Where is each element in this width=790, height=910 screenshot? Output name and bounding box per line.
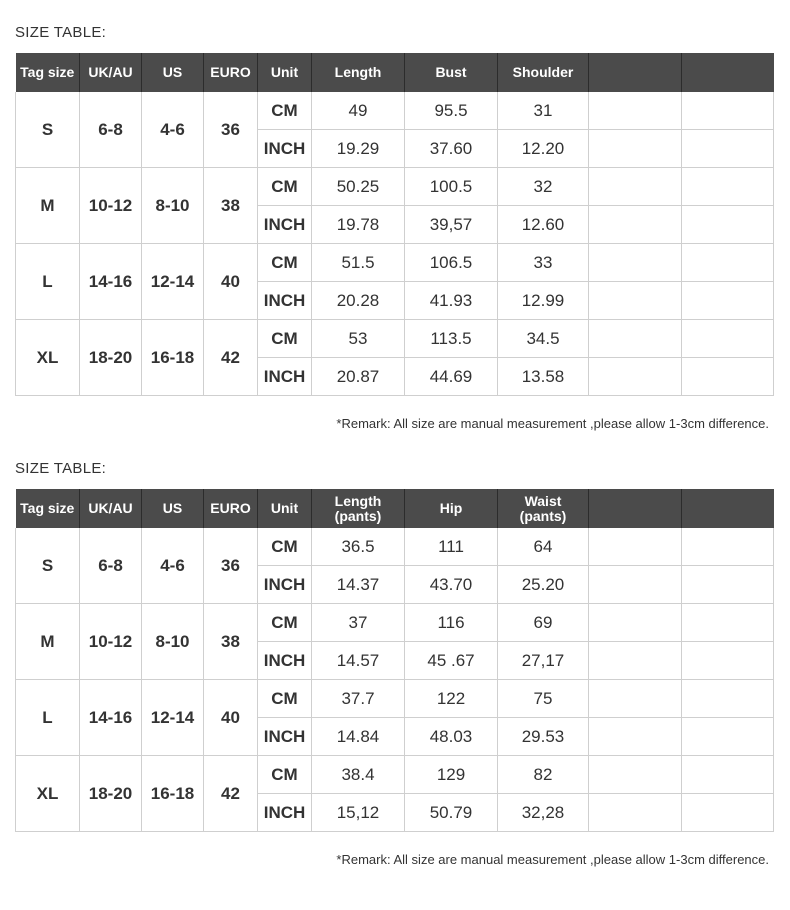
- empty-cell: [589, 756, 682, 794]
- measurement-cell: 49: [312, 92, 405, 130]
- euro-cell: 40: [204, 680, 258, 756]
- measurement-cell: 20.87: [312, 358, 405, 396]
- measurement-cell: 37.60: [405, 130, 498, 168]
- measurement-cell: 64: [498, 528, 589, 566]
- us-cell: 16-18: [142, 320, 204, 396]
- us-cell: 12-14: [142, 680, 204, 756]
- unit-cell: INCH: [258, 358, 312, 396]
- euro-cell: 38: [204, 168, 258, 244]
- column-header: Hip: [405, 489, 498, 528]
- empty-cell: [589, 92, 682, 130]
- measurement-cell: 27,17: [498, 642, 589, 680]
- unit-cell: INCH: [258, 206, 312, 244]
- unit-cell: CM: [258, 168, 312, 206]
- measurement-cell: 53: [312, 320, 405, 358]
- measurement-cell: 12.60: [498, 206, 589, 244]
- table-row: [16, 604, 774, 642]
- measurement-cell: 45 .67: [405, 642, 498, 680]
- empty-cell: [589, 130, 682, 168]
- empty-cell: [589, 358, 682, 396]
- column-header: EURO: [204, 53, 258, 92]
- measurement-cell: 14.57: [312, 642, 405, 680]
- column-header: US: [142, 489, 204, 528]
- euro-cell: 36: [204, 92, 258, 168]
- empty-cell: [682, 604, 774, 642]
- measurement-cell: 19.29: [312, 130, 405, 168]
- unit-cell: INCH: [258, 282, 312, 320]
- column-header: [589, 489, 682, 528]
- tag-size-cell: M: [16, 168, 80, 244]
- empty-cell: [682, 130, 774, 168]
- measurement-cell: 69: [498, 604, 589, 642]
- uk-au-cell: 10-12: [80, 604, 142, 680]
- unit-cell: CM: [258, 528, 312, 566]
- empty-cell: [589, 604, 682, 642]
- tag-size-cell: XL: [16, 756, 80, 832]
- remark-note: *Remark: All size are manual measurement ,please allow 1-3cm difference.: [336, 852, 769, 867]
- unit-cell: CM: [258, 756, 312, 794]
- column-header: UK/AU: [80, 53, 142, 92]
- tag-size-cell: S: [16, 92, 80, 168]
- empty-cell: [589, 680, 682, 718]
- tag-size-cell: M: [16, 604, 80, 680]
- measurement-cell: 14.84: [312, 718, 405, 756]
- unit-cell: INCH: [258, 566, 312, 604]
- measurement-cell: 25.20: [498, 566, 589, 604]
- unit-cell: INCH: [258, 718, 312, 756]
- tag-size-cell: S: [16, 528, 80, 604]
- empty-cell: [589, 566, 682, 604]
- uk-au-cell: 18-20: [80, 756, 142, 832]
- measurement-cell: 43.70: [405, 566, 498, 604]
- measurement-cell: 51.5: [312, 244, 405, 282]
- measurement-cell: 50.79: [405, 794, 498, 832]
- table-row: [16, 756, 774, 794]
- measurement-cell: 14.37: [312, 566, 405, 604]
- empty-cell: [589, 244, 682, 282]
- empty-cell: [682, 92, 774, 130]
- measurement-cell: 36.5: [312, 528, 405, 566]
- header-row: [16, 489, 774, 528]
- tag-size-cell: XL: [16, 320, 80, 396]
- empty-cell: [682, 718, 774, 756]
- measurement-cell: 31: [498, 92, 589, 130]
- us-cell: 8-10: [142, 604, 204, 680]
- uk-au-cell: 18-20: [80, 320, 142, 396]
- us-cell: 4-6: [142, 92, 204, 168]
- uk-au-cell: 6-8: [80, 92, 142, 168]
- column-header: Unit: [258, 489, 312, 528]
- empty-cell: [589, 642, 682, 680]
- empty-cell: [682, 320, 774, 358]
- euro-cell: 36: [204, 528, 258, 604]
- table-row: [16, 244, 774, 282]
- empty-cell: [682, 756, 774, 794]
- us-cell: 4-6: [142, 528, 204, 604]
- measurement-cell: 38.4: [312, 756, 405, 794]
- column-header: Tag size: [16, 53, 80, 92]
- euro-cell: 42: [204, 756, 258, 832]
- measurement-cell: 106.5: [405, 244, 498, 282]
- column-header: Bust: [405, 53, 498, 92]
- measurement-cell: 75: [498, 680, 589, 718]
- measurement-cell: 111: [405, 528, 498, 566]
- measurement-cell: 122: [405, 680, 498, 718]
- empty-cell: [589, 718, 682, 756]
- column-header: Unit: [258, 53, 312, 92]
- measurement-cell: 34.5: [498, 320, 589, 358]
- empty-cell: [682, 358, 774, 396]
- unit-cell: CM: [258, 680, 312, 718]
- euro-cell: 38: [204, 604, 258, 680]
- remark-note: *Remark: All size are manual measurement ,please allow 1-3cm difference.: [336, 416, 769, 431]
- measurement-cell: 37.7: [312, 680, 405, 718]
- column-header: Waist (pants): [498, 489, 589, 528]
- unit-cell: INCH: [258, 642, 312, 680]
- table-row: [16, 168, 774, 206]
- tag-size-cell: L: [16, 680, 80, 756]
- column-header: [682, 489, 774, 528]
- empty-cell: [682, 244, 774, 282]
- table-row: [16, 680, 774, 718]
- empty-cell: [589, 282, 682, 320]
- measurement-cell: 82: [498, 756, 589, 794]
- empty-cell: [589, 206, 682, 244]
- measurement-cell: 33: [498, 244, 589, 282]
- section-title: SIZE TABLE:: [15, 24, 107, 41]
- measurement-cell: 19.78: [312, 206, 405, 244]
- empty-cell: [682, 566, 774, 604]
- empty-cell: [682, 168, 774, 206]
- measurement-cell: 113.5: [405, 320, 498, 358]
- empty-cell: [589, 528, 682, 566]
- us-cell: 8-10: [142, 168, 204, 244]
- column-header: Length: [312, 53, 405, 92]
- empty-cell: [682, 642, 774, 680]
- measurement-cell: 48.03: [405, 718, 498, 756]
- us-cell: 16-18: [142, 756, 204, 832]
- table-row: [16, 92, 774, 130]
- measurement-cell: 12.99: [498, 282, 589, 320]
- measurement-cell: 95.5: [405, 92, 498, 130]
- measurement-cell: 32,28: [498, 794, 589, 832]
- column-header: [589, 53, 682, 92]
- measurement-cell: 20.28: [312, 282, 405, 320]
- measurement-cell: 100.5: [405, 168, 498, 206]
- unit-cell: INCH: [258, 130, 312, 168]
- column-header: Length (pants): [312, 489, 405, 528]
- measurement-cell: 13.58: [498, 358, 589, 396]
- us-cell: 12-14: [142, 244, 204, 320]
- empty-cell: [682, 206, 774, 244]
- empty-cell: [682, 528, 774, 566]
- euro-cell: 42: [204, 320, 258, 396]
- measurement-cell: 39,57: [405, 206, 498, 244]
- measurement-cell: 12.20: [498, 130, 589, 168]
- unit-cell: CM: [258, 92, 312, 130]
- empty-cell: [589, 320, 682, 358]
- measurement-cell: 15,12: [312, 794, 405, 832]
- unit-cell: INCH: [258, 794, 312, 832]
- size-table-pants: [15, 489, 774, 832]
- measurement-cell: 129: [405, 756, 498, 794]
- header-row: [16, 53, 774, 92]
- empty-cell: [682, 794, 774, 832]
- unit-cell: CM: [258, 320, 312, 358]
- column-header: Tag size: [16, 489, 80, 528]
- uk-au-cell: 10-12: [80, 168, 142, 244]
- empty-cell: [682, 282, 774, 320]
- section-title: SIZE TABLE:: [15, 460, 107, 477]
- measurement-cell: 29.53: [498, 718, 589, 756]
- measurement-cell: 116: [405, 604, 498, 642]
- column-header: Shoulder: [498, 53, 589, 92]
- uk-au-cell: 14-16: [80, 680, 142, 756]
- measurement-cell: 50.25: [312, 168, 405, 206]
- euro-cell: 40: [204, 244, 258, 320]
- unit-cell: CM: [258, 244, 312, 282]
- empty-cell: [589, 168, 682, 206]
- column-header: [682, 53, 774, 92]
- column-header: UK/AU: [80, 489, 142, 528]
- measurement-cell: 41.93: [405, 282, 498, 320]
- column-header: US: [142, 53, 204, 92]
- measurement-cell: 44.69: [405, 358, 498, 396]
- size-table-tops: [15, 53, 774, 396]
- measurement-cell: 37: [312, 604, 405, 642]
- column-header: EURO: [204, 489, 258, 528]
- measurement-cell: 32: [498, 168, 589, 206]
- tag-size-cell: L: [16, 244, 80, 320]
- unit-cell: CM: [258, 604, 312, 642]
- empty-cell: [589, 794, 682, 832]
- empty-cell: [682, 680, 774, 718]
- uk-au-cell: 14-16: [80, 244, 142, 320]
- table-row: [16, 320, 774, 358]
- table-row: [16, 528, 774, 566]
- uk-au-cell: 6-8: [80, 528, 142, 604]
